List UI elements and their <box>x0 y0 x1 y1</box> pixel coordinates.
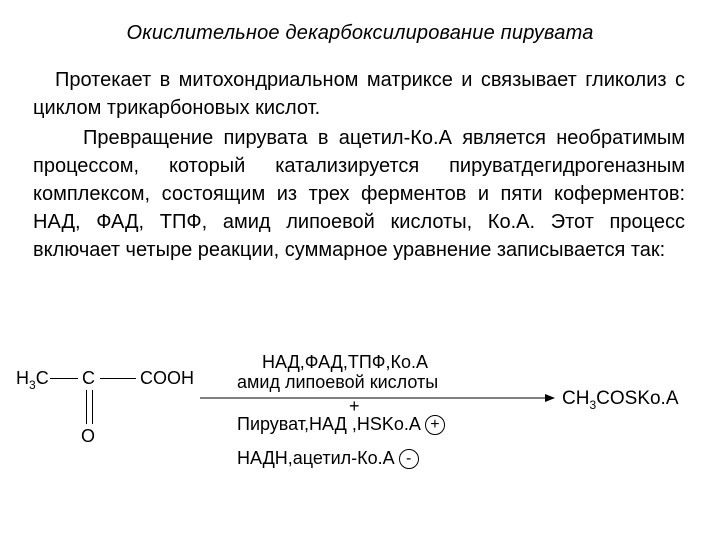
page-title: Окислительное декарбоксилирование пирувата <box>126 22 594 44</box>
plus-mark: + <box>349 396 360 416</box>
product-acetyl-coa: $CH_3COSKo.A$ <box>562 388 679 412</box>
cofactors-line-1: НАД,ФАД,ТПФ,Ко.А <box>262 352 428 372</box>
double-bond-line-2 <box>92 390 93 424</box>
reactants-line: Пируват,НАД ,HSKo.A + <box>237 414 445 435</box>
paragraph-2: Превращение пирувата в ацетил-Ко.А является необратимым процессом, который катализируется пируватдегидрогеназным комплексом, состоящим из трех ферментов и пяти коферментов: НАД, ФАД, ТПФ, амид липоевой кислоты, Ко.А. Этот процесс включает четыре реакции, суммарное уравнение записывается так: <box>33 127 685 261</box>
positive-effector-sign: + <box>425 415 445 435</box>
negative-effector-sign: - <box>399 449 419 469</box>
double-bond-line-1 <box>86 390 87 424</box>
reaction-arrow <box>200 392 555 404</box>
pyruvate-carboxyl: COOH <box>140 368 194 388</box>
paragraph-1: Протекает в митохондриальном матриксе и связывает гликолиз с циклом трикарбоновых кислот. <box>33 69 685 119</box>
pyruvate-carbonyl-carbon: C <box>82 368 95 388</box>
inhibitors-line: НАДН,ацетил-Ко.А - <box>237 448 419 469</box>
pyruvate-methyl: $H_3C$ <box>16 368 49 392</box>
bond-c-cooh <box>100 378 136 379</box>
pyruvate-oxygen: O <box>81 426 96 446</box>
cofactors-line-2: амид липоевой кислоты <box>237 372 439 392</box>
bond-ch3-c <box>50 378 78 379</box>
